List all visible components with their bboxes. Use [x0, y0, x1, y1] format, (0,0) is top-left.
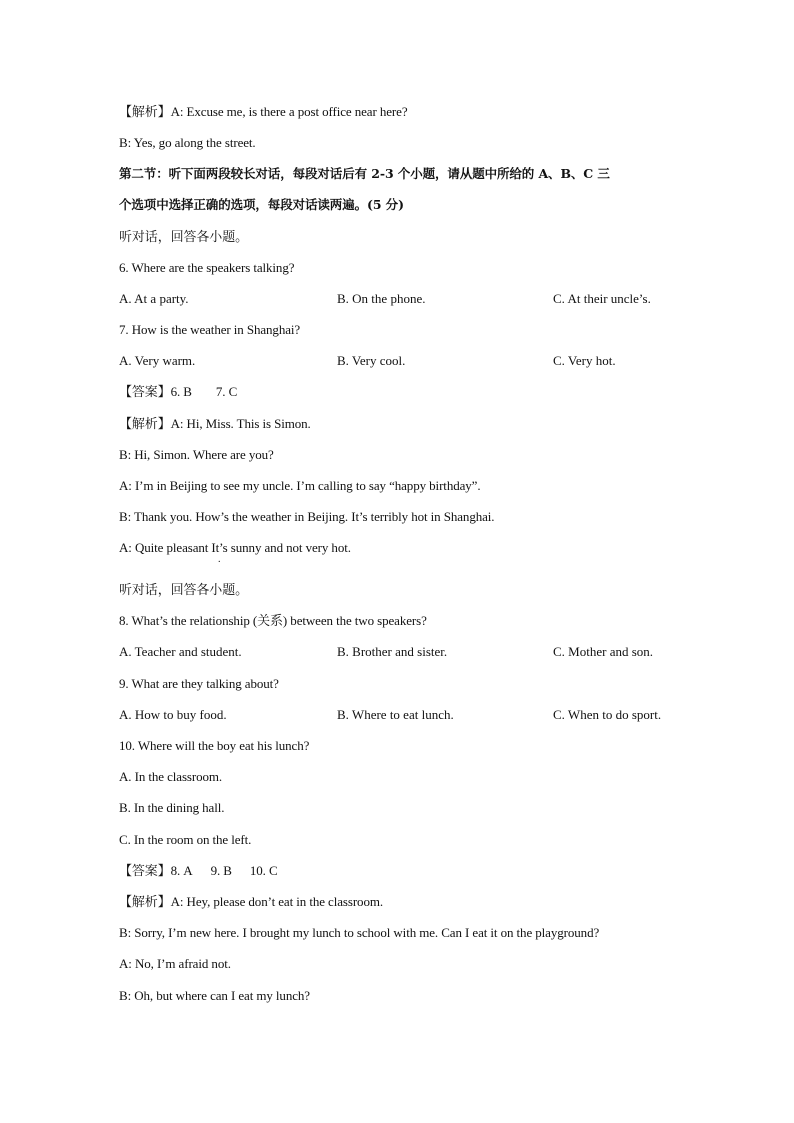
dialogue-line: A: No, I’m afraid not.: [119, 956, 231, 971]
analysis-line: 【解析】A: Hey, please don’t eat in the classroom.: [119, 894, 384, 909]
q10-option-a: A. In the classroom.: [119, 769, 223, 784]
q9-option-a: A. How to buy food.: [119, 707, 227, 722]
question-7: 7. How is the weather in Shanghai?: [119, 322, 301, 337]
q8-option-c: C. Mother and son.: [553, 644, 654, 659]
q8-option-b: B. Brother and sister.: [337, 644, 448, 659]
answer-line: [119, 862, 278, 880]
answer-label: 【答案】6. B: [119, 384, 192, 399]
q6-option-c: C. At their uncle’s.: [553, 291, 651, 306]
q9-option-b: B. Where to eat lunch.: [337, 707, 454, 722]
section-heading-cont: 个选项中选择正确的选项，每段对话读两遍。(5 分): [119, 197, 404, 212]
question-6: 6. Where are the speakers talking?: [119, 260, 295, 275]
question-8: 8. What’s the relationship (关系) between the two speakers?: [119, 613, 427, 628]
dialogue-line: B: Sorry, I’m new here. I brought my lunch to school with me. Can I eat it on the playground?: [119, 925, 600, 940]
answer-line: [119, 383, 237, 401]
instruction: 听对话，回答各小题。: [119, 229, 249, 244]
dialogue-line: A: I’m in Beijing to see my uncle. I’m calling to say “happy birthday”.: [119, 478, 481, 493]
dialogue-line: B: Yes, go along the street.: [119, 135, 256, 150]
q6-option-b: B. On the phone.: [337, 291, 426, 306]
section-heading: 第二节：听下面两段较长对话，每段对话后有 2-3 个小题，请从题中所给的 A、B、C 三: [119, 166, 610, 181]
dialogue-line: B: Oh, but where can I eat my lunch?: [119, 988, 310, 1003]
instruction: 听对话，回答各小题。: [119, 582, 249, 597]
q10-option-b: B. In the dining hall.: [119, 800, 225, 815]
q8-option-a: A. Teacher and student.: [119, 644, 242, 659]
dialogue-line: B: Thank you. How’s the weather in Beijing. It’s terribly hot in Shanghai.: [119, 509, 495, 524]
answer-value: 10. C: [249, 863, 278, 878]
q7-option-c: C. Very hot.: [553, 353, 616, 368]
analysis-line: 【解析】A: Hi, Miss. This is Simon.: [119, 416, 311, 431]
answer-value: 7. C: [215, 384, 238, 399]
question-10: 10. Where will the boy eat his lunch?: [119, 738, 310, 753]
stray-period: .: [218, 554, 221, 565]
q6-option-a: A. At a party.: [119, 291, 189, 306]
q7-option-b: B. Very cool.: [337, 353, 406, 368]
dialogue-line: B: Hi, Simon. Where are you?: [119, 447, 274, 462]
answer-value: 9. B: [210, 863, 232, 878]
answer-label: 【答案】8. A: [119, 863, 193, 878]
analysis-line: 【解析】A: Excuse me, is there a post office near here?: [119, 104, 408, 119]
dialogue-line: A: Quite pleasant It’s sunny and not very hot.: [119, 540, 351, 555]
q9-option-c: C. When to do sport.: [553, 707, 662, 722]
q10-option-c: C. In the room on the left.: [119, 832, 252, 847]
q7-option-a: A. Very warm.: [119, 353, 196, 368]
question-9: 9. What are they talking about?: [119, 676, 279, 691]
